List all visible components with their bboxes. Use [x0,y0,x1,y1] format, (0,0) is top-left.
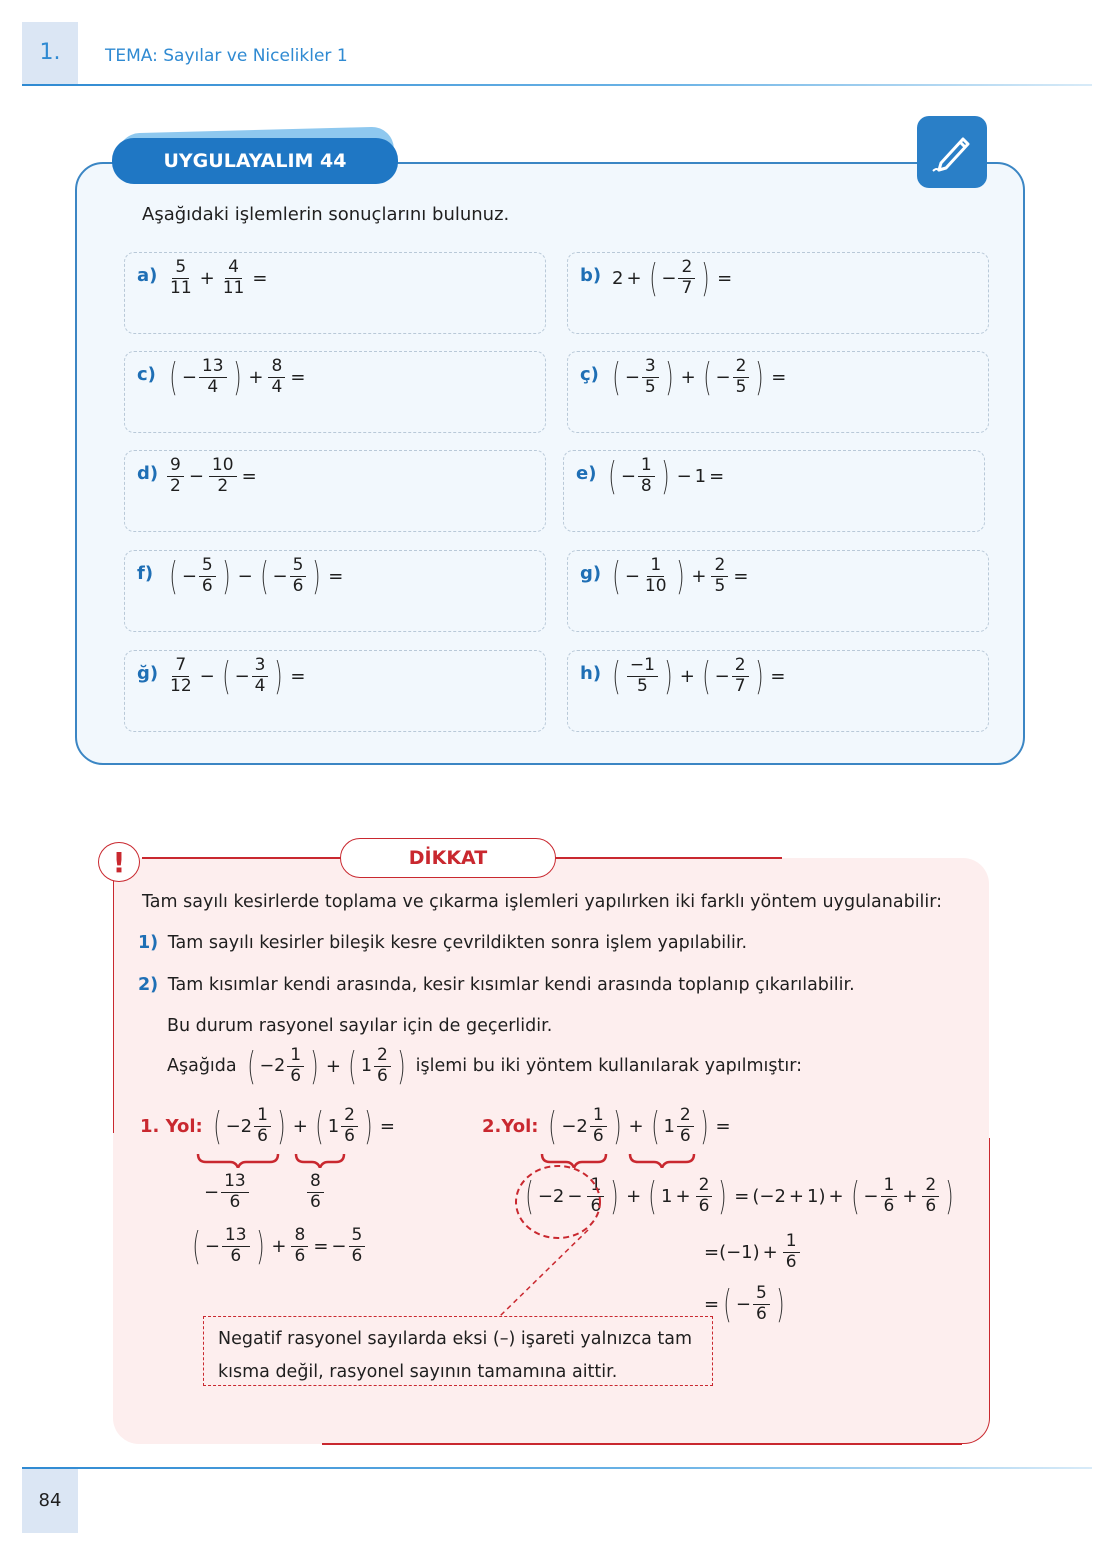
dikkat-line-4 [167,1044,803,1089]
method-1-result: ( − $\frac{13}{6}$ ) + $\frac{8}{6}$ = − $\frac{5}{6}$ [188,1226,367,1266]
exercise-instruction: Aşağıdaki işlemlerin sonuçlarını bulunuz. [142,204,510,225]
item-expression: ( $\frac{-1}{5}$ ) + ( − $\frac{2}{7}$ ) = [612,654,786,698]
exercise-item-g [567,550,989,632]
method-1-label: 1. Yol: [140,1115,203,1137]
exercise-title: UYGULAYALIM 44 [112,138,398,184]
exercise-item-g-breve [124,650,546,732]
exercise-item-f [124,550,546,632]
footer-rule [22,1467,1092,1469]
dikkat-line-3: Bu durum rasyonel sayılar için de geçerlidir. [167,1016,553,1036]
improper-fraction-1: − $\frac{13}{6}$ [204,1172,251,1212]
item-label: f) [137,563,154,584]
header-rule [22,84,1092,86]
method-2-step-2: =(−1) + $\frac{1}{6}$ [704,1232,802,1272]
exercise-item-c-cedilla [567,351,989,433]
theme-title: TEMA: Sayılar ve Nicelikler 1 [105,46,348,66]
method-1-expression: 1. Yol: ( −2 $\frac{1}{6}$ ) + ( 1 $\frac{2}{6}$ ) = [140,1104,395,1149]
line-4-prefix: Aşağıda [167,1056,237,1077]
exercise-item-e [563,450,985,532]
note-box [203,1316,713,1386]
method-2-result: = ( − $\frac{5}{6}$ ) [704,1282,785,1327]
item-label: g) [580,563,602,584]
chapter-number: 1. [39,40,61,65]
method-2-label: 2.Yol: [482,1115,539,1137]
exercise-item-c [124,351,546,433]
dikkat-border-bottom [322,1443,962,1445]
dikkat-point-1 [138,933,747,953]
point-number: 2) [138,975,159,995]
item-expression: $\frac{9}{2}$ − $\frac{10}{2}$ = [165,451,260,501]
note-line-1: Negatif rasyonel sayılarda eksi (–) işareti yalnızca tam [218,1329,693,1349]
method-2-expression: 2.Yol: ( −2 $\frac{1}{6}$ ) + ( 1 $\frac{2}{6}$ ) = [482,1104,731,1149]
item-label: a) [137,265,158,286]
point-number: 1) [138,933,159,953]
exercise-item-a [124,252,546,334]
item-expression: 2 + ( − $\frac{2}{7}$ ) = [612,256,733,300]
item-expression: ( − $\frac{5}{6}$ ) − ( − $\frac{5}{6}$ ) = [169,554,344,598]
example-expression: ( −2 $\frac{1}{6}$ ) + ( 1 $\frac{2}{6}$ ) [246,1044,406,1089]
item-expression: ( − $\frac{3}{5}$ ) + ( − $\frac{2}{5}$ ) = [612,355,787,399]
line-4-suffix: işlemi bu iki yöntem kullanılarak yapılmıştır: [415,1056,803,1077]
dikkat-point-2 [138,975,855,995]
item-label: d) [137,463,159,484]
highlight-circle [490,1160,620,1320]
item-label: e) [576,463,597,484]
item-expression: $\frac{7}{12}$ − ( − $\frac{3}{4}$ ) = [170,654,306,698]
improper-fraction-2: $\frac{8}{6}$ [305,1172,326,1212]
item-label: c) [137,364,156,385]
item-expression: $\frac{5}{11}$ + $\frac{4}{11}$ = [170,256,268,298]
exercise-item-h [567,650,989,732]
item-label: ç) [580,364,599,385]
method-2-step-1: ( −2 − $\frac{1}{6}$ ) + ( 1 + $\frac{2}{6}$ ) = (−2 + 1) + ( − $\frac{1}{6}$ + $\frac{2}{6}$ ) [525,1174,954,1219]
exercise-item-b [567,252,989,334]
exercise-item-d [124,450,546,532]
item-label: h) [580,663,602,684]
item-expression: ( − $\frac{13}{4}$ ) + $\frac{8}{4}$ = [169,355,306,399]
brace-marks-1 [196,1152,356,1168]
item-expression: ( − $\frac{1}{8}$ ) − 1 = [608,454,725,498]
dikkat-title: DİKKAT [340,838,556,878]
dikkat-intro: Tam sayılı kesirlerde toplama ve çıkarma işlemleri yapılırken iki farklı yöntem uygulanabilir: [142,892,943,912]
page-number: 84 [38,1490,62,1511]
pencil-icon [917,116,987,188]
item-label: ğ) [137,663,159,684]
item-label: b) [580,265,602,286]
exclamation-icon: ! [98,842,140,882]
item-expression: ( − $\frac{1}{10}$ ) + $\frac{2}{5}$ = [612,554,749,598]
note-line-2: kısma değil, rasyonel sayının tamamına aittir. [218,1362,618,1382]
point-text: Tam sayılı kesirler bileşik kesre çevrildikten sonra işlem yapılabilir. [167,933,748,953]
point-text: Tam kısımlar kendi arasında, kesir kısımlar kendi arasında toplanıp çıkarılabilir. [167,975,855,995]
